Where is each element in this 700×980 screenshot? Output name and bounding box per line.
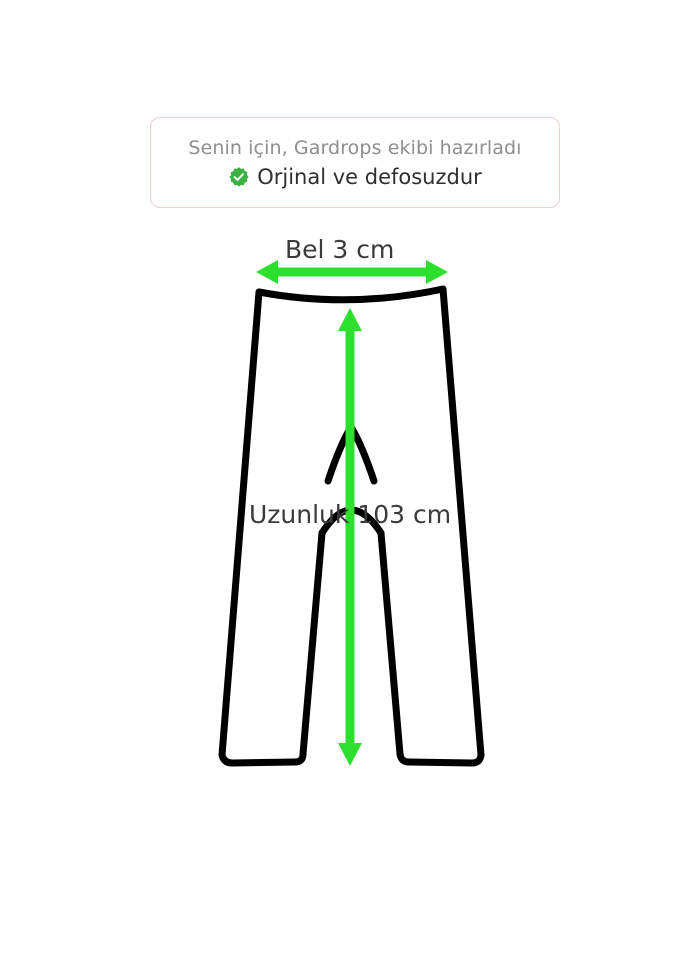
length-measure-arrow — [338, 308, 362, 766]
info-card-subtitle: Senin için, Gardrops ekibi hazırladı — [188, 136, 522, 159]
waist-measurement-label: Bel 3 cm — [285, 235, 395, 264]
info-card-title: Orjinal ve defosuzdur — [257, 164, 482, 189]
length-measurement-label: Uzunluk 103 cm — [249, 500, 452, 529]
